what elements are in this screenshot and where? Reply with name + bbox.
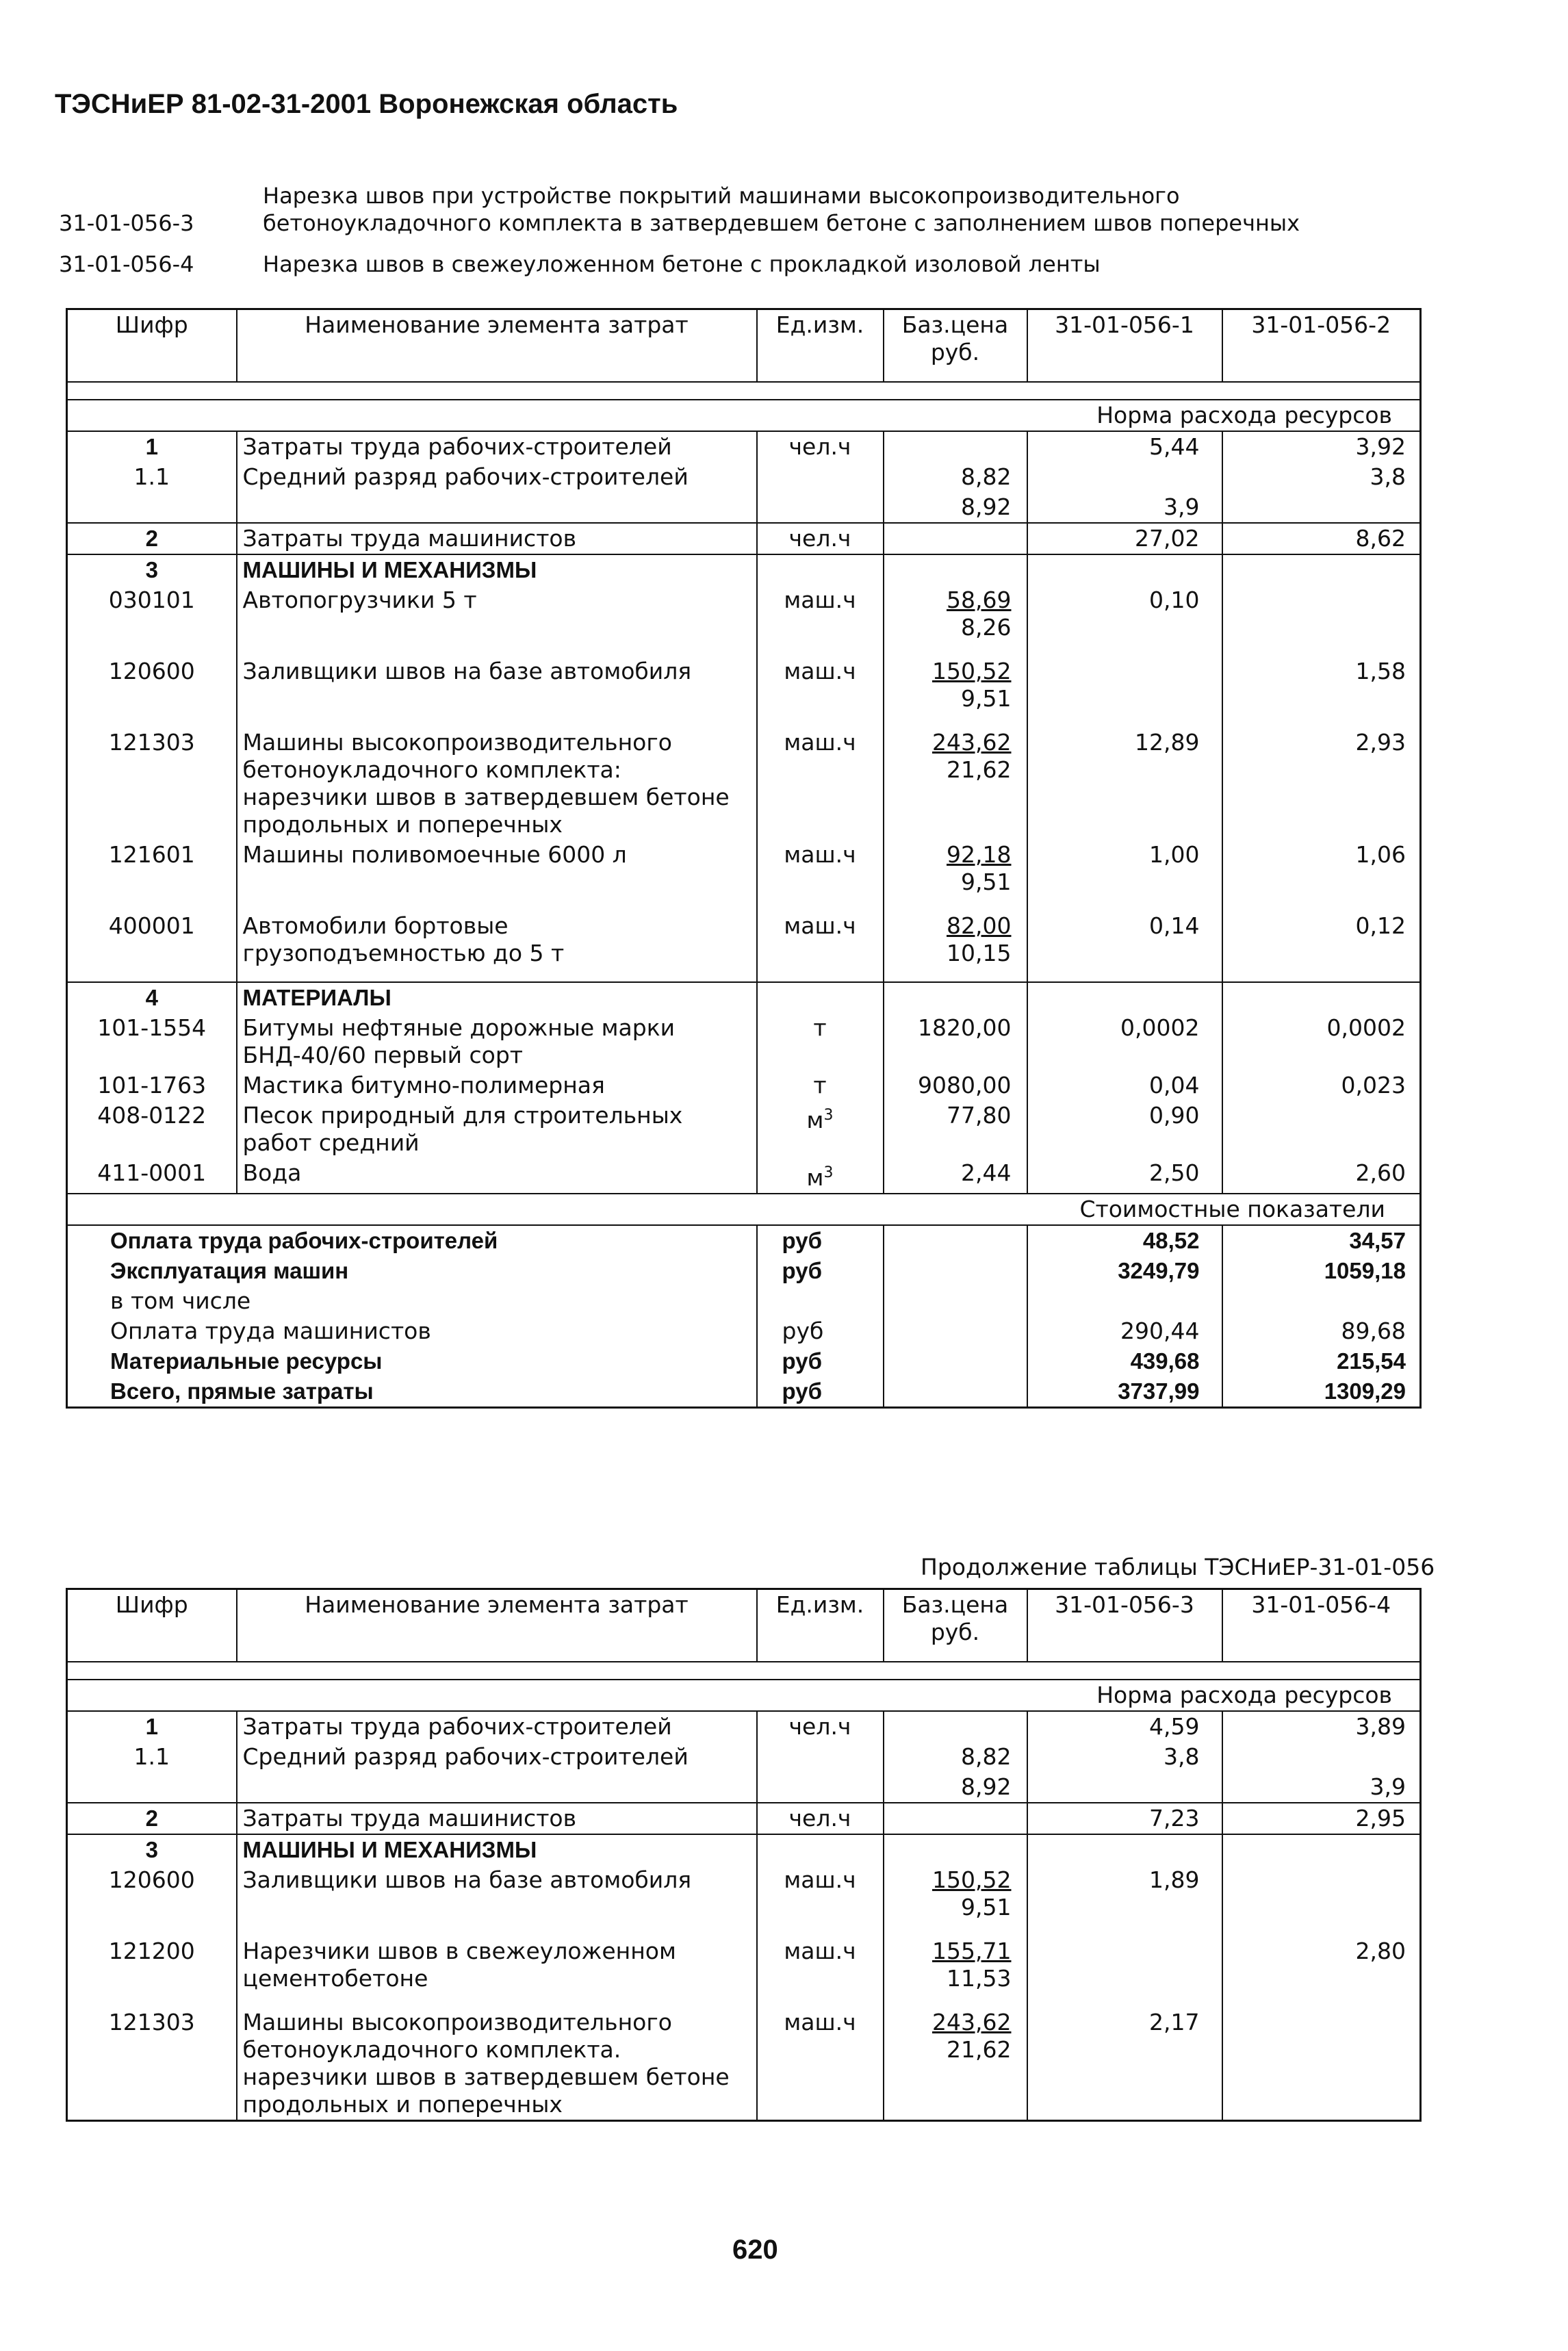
cell-norm-1 <box>1027 462 1222 492</box>
cell-price <box>884 523 1027 554</box>
cell-code <box>67 492 237 523</box>
cell-unit <box>757 585 884 656</box>
table-row <box>67 554 1421 585</box>
cell-code: 121200 <box>67 1936 237 2007</box>
cell-price <box>884 656 1027 728</box>
unit-text: чел.ч <box>788 433 851 460</box>
column-header: 31-01-056-4 <box>1222 1589 1421 1662</box>
unit-text: м <box>806 1164 824 1191</box>
price-value: 77,80 <box>947 1102 1012 1129</box>
cell-name: Затраты труда рабочих-строителей <box>237 1711 757 1742</box>
cost-value-2: 34,57 <box>1222 1225 1421 1256</box>
cell-norm-2: 2,60 <box>1222 1158 1421 1194</box>
cell-norm-2 <box>1222 554 1421 585</box>
cell-unit <box>757 1772 884 1803</box>
cell-price <box>884 2007 1027 2121</box>
cost-label: Оплата труда рабочих-строителей <box>67 1225 757 1256</box>
cell-norm-1: 27,02 <box>1027 523 1222 554</box>
unit-superscript: 3 <box>823 1107 834 1124</box>
cost-empty <box>884 1316 1027 1346</box>
cost-unit: руб <box>757 1256 884 1286</box>
cell-name: Средний разряд рабочих-строителей <box>237 1742 757 1772</box>
price-machinist-wage: 21,62 <box>947 2036 1012 2063</box>
column-header: Шифр <box>67 309 237 383</box>
cell-norm-2 <box>1222 1101 1421 1158</box>
table-header-row <box>67 1589 1421 1662</box>
cell-norm-2: 3,89 <box>1222 1711 1421 1742</box>
cost-label: в том числе <box>67 1286 757 1316</box>
cell-unit <box>757 462 884 492</box>
cost-value-1: 3249,79 <box>1027 1256 1222 1286</box>
table-row <box>67 840 1421 911</box>
price-machinist-wage: 21,62 <box>947 756 1012 783</box>
cell-norm-1 <box>1027 982 1222 1013</box>
cell-norm-1 <box>1027 1936 1222 2007</box>
cell-code: 411-0001 <box>67 1158 237 1194</box>
cell-code: 1 <box>67 431 237 462</box>
unit-text: т <box>813 1014 827 1041</box>
cell-norm-1: 5,44 <box>1027 431 1222 462</box>
cell-unit <box>757 492 884 523</box>
cell-name: Затраты труда машинистов <box>237 523 757 554</box>
price-value: 155,71 <box>932 1938 1012 1964</box>
price-value: 150,52 <box>932 658 1012 684</box>
cost-row <box>67 1225 1421 1256</box>
cell-name <box>237 492 757 523</box>
unit-text: маш.ч <box>784 1938 856 1964</box>
cell-unit <box>757 431 884 462</box>
cost-label: Всего, прямые затраты <box>67 1376 757 1408</box>
cell-norm-1: 7,23 <box>1027 1803 1222 1834</box>
table-row <box>67 982 1421 1013</box>
cell-norm-1: 0,04 <box>1027 1070 1222 1101</box>
column-header: Ед.изм. <box>757 309 884 383</box>
cell-unit <box>757 656 884 728</box>
price-machinist-wage: 9,51 <box>961 869 1012 895</box>
unit-text: чел.ч <box>788 1805 851 1832</box>
cost-row <box>67 1256 1421 1286</box>
cell-name: Заливщики швов на базе автомобиля <box>237 656 757 728</box>
cost-label: Эксплуатация машин <box>67 1256 757 1286</box>
table-row <box>67 1803 1421 1834</box>
subheader: Норма расхода ресурсов <box>67 1680 1421 1711</box>
column-header: Шифр <box>67 1589 237 1662</box>
cell-price <box>884 1865 1027 1936</box>
price-value: 9080,00 <box>918 1072 1012 1099</box>
cell-code: 1.1 <box>67 1742 237 1772</box>
cell-name: МАТЕРИАЛЫ <box>237 982 757 1013</box>
unit-text: чел.ч <box>788 525 851 552</box>
cell-unit <box>757 840 884 911</box>
header-gap-row <box>67 382 1421 400</box>
cell-code: 120600 <box>67 1865 237 1936</box>
table-row <box>67 1013 1421 1070</box>
cell-norm-2: 2,80 <box>1222 1936 1421 2007</box>
cost-header: Стоимостные показатели <box>67 1194 1421 1225</box>
cell-norm-2: 0,12 <box>1222 911 1421 982</box>
cost-empty <box>884 1225 1027 1256</box>
cell-code: 3 <box>67 1834 237 1865</box>
cell-norm-2: 1,06 <box>1222 840 1421 911</box>
cell-norm-2 <box>1222 982 1421 1013</box>
cell-norm-1: 0,14 <box>1027 911 1222 982</box>
price-value: 8,92 <box>961 493 1012 520</box>
cell-price <box>884 1803 1027 1834</box>
cell-norm-2 <box>1222 1865 1421 1936</box>
cell-price <box>884 1742 1027 1772</box>
cell-norm-1: 0,90 <box>1027 1101 1222 1158</box>
table-row <box>67 1070 1421 1101</box>
cell-unit <box>757 1936 884 2007</box>
subheader-row <box>67 400 1421 431</box>
cell-norm-2: 0,023 <box>1222 1070 1421 1101</box>
column-header: Ед.изм. <box>757 1589 884 1662</box>
price-value: 243,62 <box>932 729 1012 756</box>
page-title: ТЭСНиЕР 81-02-31-2001 Воронежская область <box>55 89 678 119</box>
cell-unit <box>757 1711 884 1742</box>
cell-norm-2: 1,58 <box>1222 656 1421 728</box>
cell-price <box>884 1936 1027 2007</box>
cell-norm-1: 3,8 <box>1027 1742 1222 1772</box>
cell-code: 400001 <box>67 911 237 982</box>
table-row <box>67 462 1421 492</box>
cell-norm-2: 3,9 <box>1222 1772 1421 1803</box>
cell-name: Заливщики швов на базе автомобиля <box>237 1865 757 1936</box>
cell-name: Битумы нефтяные дорожные марки БНД-40/60 первый сорт <box>237 1013 757 1070</box>
subheader-row <box>67 1680 1421 1711</box>
column-header: Баз.цена руб. <box>884 309 1027 383</box>
table-row <box>67 728 1421 840</box>
cell-name: Вода <box>237 1158 757 1194</box>
cell-name: Машины поливомоечные 6000 л <box>237 840 757 911</box>
cell-norm-2: 3,8 <box>1222 462 1421 492</box>
cell-code: 121303 <box>67 728 237 840</box>
cell-unit <box>757 1158 884 1194</box>
cell-unit <box>757 1013 884 1070</box>
gap-cell <box>67 1662 1421 1680</box>
unit-text: маш.ч <box>784 912 856 939</box>
cell-unit <box>757 911 884 982</box>
column-header: Наименование элемента затрат <box>237 1589 757 1662</box>
cell-code <box>67 1772 237 1803</box>
cell-price <box>884 1711 1027 1742</box>
cell-price <box>884 1070 1027 1101</box>
cell-norm-1: 3,9 <box>1027 492 1222 523</box>
cell-code: 101-1554 <box>67 1013 237 1070</box>
subheader: Норма расхода ресурсов <box>67 400 1421 431</box>
table-row <box>67 1742 1421 1772</box>
cell-code: 1 <box>67 1711 237 1742</box>
cell-code: 2 <box>67 523 237 554</box>
cell-norm-2 <box>1222 2007 1421 2121</box>
cell-price <box>884 1013 1027 1070</box>
table-row <box>67 585 1421 656</box>
intro-line-3: Нарезка швов в свежеуложенном бетоне с прокладкой изоловой ленты <box>263 251 1101 277</box>
table-header-row <box>67 309 1421 383</box>
price-value: 8,92 <box>961 1773 1012 1800</box>
table-row <box>67 1772 1421 1803</box>
price-machinist-wage: 9,51 <box>961 685 1012 712</box>
cost-label: Оплата труда машинистов <box>67 1316 757 1346</box>
cost-row <box>67 1316 1421 1346</box>
cell-unit <box>757 1101 884 1158</box>
cell-price <box>884 585 1027 656</box>
cost-value-1: 290,44 <box>1027 1316 1222 1346</box>
cell-norm-1 <box>1027 1834 1222 1865</box>
cell-code: 408-0122 <box>67 1101 237 1158</box>
cell-price <box>884 982 1027 1013</box>
cell-norm-1: 1,89 <box>1027 1865 1222 1936</box>
cell-code: 1.1 <box>67 462 237 492</box>
table-row <box>67 1158 1421 1194</box>
cell-name: Затраты труда рабочих-строителей <box>237 431 757 462</box>
cost-value-2: 89,68 <box>1222 1316 1421 1346</box>
table-row <box>67 523 1421 554</box>
unit-text: м <box>806 1107 824 1133</box>
cell-norm-1: 4,59 <box>1027 1711 1222 1742</box>
gap-cell <box>67 382 1421 400</box>
cell-price <box>884 1158 1027 1194</box>
cell-norm-1: 1,00 <box>1027 840 1222 911</box>
cost-empty <box>884 1256 1027 1286</box>
cell-name <box>237 1772 757 1803</box>
cost-unit: руб <box>757 1225 884 1256</box>
unit-text: маш.ч <box>784 587 856 613</box>
cell-norm-1 <box>1027 1772 1222 1803</box>
column-header: 31-01-056-1 <box>1027 309 1222 383</box>
price-value: 1820,00 <box>918 1014 1012 1041</box>
cell-name: Нарезчики швов в свежеуложенном цементобетоне <box>237 1936 757 2007</box>
cell-unit <box>757 1803 884 1834</box>
unit-superscript: 3 <box>823 1164 834 1181</box>
cell-unit <box>757 554 884 585</box>
cost-value-1: 439,68 <box>1027 1346 1222 1376</box>
cost-unit: руб <box>757 1346 884 1376</box>
cost-unit <box>757 1286 884 1316</box>
table-row <box>67 431 1421 462</box>
cell-norm-2 <box>1222 492 1421 523</box>
table-row <box>67 2007 1421 2121</box>
cell-code: 121601 <box>67 840 237 911</box>
cell-code: 101-1763 <box>67 1070 237 1101</box>
cell-norm-1: 0,0002 <box>1027 1013 1222 1070</box>
column-header: Баз.цена руб. <box>884 1589 1027 1662</box>
cell-name: Затраты труда машинистов <box>237 1803 757 1834</box>
cost-row <box>67 1286 1421 1316</box>
cell-name: МАШИНЫ И МЕХАНИЗМЫ <box>237 554 757 585</box>
cell-unit <box>757 982 884 1013</box>
price-value: 2,44 <box>961 1159 1012 1186</box>
cost-value-2: 1059,18 <box>1222 1256 1421 1286</box>
cell-price <box>884 431 1027 462</box>
cost-row <box>67 1376 1421 1408</box>
cell-name: Мастика битумно-полимерная <box>237 1070 757 1101</box>
unit-text: т <box>813 1072 827 1099</box>
cost-value-2 <box>1222 1286 1421 1316</box>
price-value: 8,82 <box>961 463 1012 490</box>
cell-price <box>884 554 1027 585</box>
cell-name: Песок природный для строительных работ средний <box>237 1101 757 1158</box>
cell-price <box>884 911 1027 982</box>
cell-norm-2 <box>1222 1742 1421 1772</box>
table-row <box>67 492 1421 523</box>
table-row <box>67 911 1421 982</box>
price-machinist-wage: 10,15 <box>947 940 1012 966</box>
unit-text: маш.ч <box>784 2009 856 2035</box>
cell-code: 120600 <box>67 656 237 728</box>
price-value: 82,00 <box>947 912 1012 939</box>
cell-unit <box>757 728 884 840</box>
cost-value-2: 215,54 <box>1222 1346 1421 1376</box>
cell-code: 4 <box>67 982 237 1013</box>
intro-code-3: 31-01-056-4 <box>59 251 194 277</box>
cell-name: Средний разряд рабочих-строителей <box>237 462 757 492</box>
cell-unit <box>757 523 884 554</box>
price-value: 8,82 <box>961 1743 1012 1770</box>
cost-empty <box>884 1346 1027 1376</box>
table-row <box>67 1101 1421 1158</box>
unit-text: маш.ч <box>784 658 856 684</box>
cell-norm-1: 2,50 <box>1027 1158 1222 1194</box>
cell-price <box>884 492 1027 523</box>
cell-norm-2 <box>1222 1834 1421 1865</box>
cell-name: МАШИНЫ И МЕХАНИЗМЫ <box>237 1834 757 1865</box>
cell-code: 3 <box>67 554 237 585</box>
cost-empty <box>884 1286 1027 1316</box>
table-row <box>67 1936 1421 2007</box>
cell-norm-1: 12,89 <box>1027 728 1222 840</box>
cost-value-1 <box>1027 1286 1222 1316</box>
column-header: 31-01-056-2 <box>1222 309 1421 383</box>
price-machinist-wage: 9,51 <box>961 1894 1012 1920</box>
cost-empty <box>884 1376 1027 1408</box>
cell-unit <box>757 1834 884 1865</box>
cell-unit <box>757 1070 884 1101</box>
intro-line-2: бетоноукладочного комплекта в затвердевшем бетоне с заполнением швов поперечных <box>263 210 1300 236</box>
cell-price <box>884 1772 1027 1803</box>
column-header: Наименование элемента затрат <box>237 309 757 383</box>
cost-header-row <box>67 1194 1421 1225</box>
cell-name: Машины высокопроизводительного бетоноукладочного комплекта. нарезчики швов в затвердевшем бетоне продольных и поперечных <box>237 2007 757 2121</box>
unit-text: маш.ч <box>784 841 856 868</box>
cell-unit <box>757 1742 884 1772</box>
intro-line-1: Нарезка швов при устройстве покрытий машинами высокопроизводительного <box>263 183 1180 209</box>
unit-text: маш.ч <box>784 1866 856 1893</box>
unit-text: чел.ч <box>788 1713 851 1740</box>
cell-code: 2 <box>67 1803 237 1834</box>
norm-table-1 <box>66 308 1422 1409</box>
price-machinist-wage: 11,53 <box>947 1965 1012 1992</box>
table-row <box>67 1834 1421 1865</box>
cell-norm-2: 2,93 <box>1222 728 1421 840</box>
norm-table-2 <box>66 1588 1422 2122</box>
cell-norm-1: 2,17 <box>1027 2007 1222 2121</box>
cell-norm-2: 2,95 <box>1222 1803 1421 1834</box>
cell-price <box>884 840 1027 911</box>
cell-price <box>884 1101 1027 1158</box>
cell-price <box>884 728 1027 840</box>
cell-price <box>884 1834 1027 1865</box>
table-row <box>67 1865 1421 1936</box>
unit-text: маш.ч <box>784 729 856 756</box>
cell-name: Автомобили бортовые грузоподъемностью до 5 т <box>237 911 757 982</box>
price-value: 92,18 <box>947 841 1012 868</box>
intro-code-2: 31-01-056-3 <box>59 210 194 236</box>
cost-value-1: 3737,99 <box>1027 1376 1222 1408</box>
cell-code: 030101 <box>67 585 237 656</box>
cell-name: Автопогрузчики 5 т <box>237 585 757 656</box>
price-value: 58,69 <box>947 587 1012 613</box>
cell-norm-1: 0,10 <box>1027 585 1222 656</box>
cell-name: Машины высокопроизводительного бетоноукладочного комплекта: нарезчики швов в затвердевшем бетоне продольных и поперечных <box>237 728 757 840</box>
cell-norm-2: 8,62 <box>1222 523 1421 554</box>
cell-norm-2 <box>1222 585 1421 656</box>
cell-price <box>884 462 1027 492</box>
cell-unit <box>757 2007 884 2121</box>
price-value: 243,62 <box>932 2009 1012 2035</box>
cell-norm-1 <box>1027 656 1222 728</box>
intro-block <box>59 181 1393 291</box>
table-row <box>67 656 1421 728</box>
cost-value-1: 48,52 <box>1027 1225 1222 1256</box>
cost-value-2: 1309,29 <box>1222 1376 1421 1408</box>
cost-label: Материальные ресурсы <box>67 1346 757 1376</box>
cell-norm-2: 3,92 <box>1222 431 1421 462</box>
cost-unit: руб <box>757 1376 884 1408</box>
cost-unit: руб <box>757 1316 884 1346</box>
cost-row <box>67 1346 1421 1376</box>
cell-norm-1 <box>1027 554 1222 585</box>
price-value: 150,52 <box>932 1866 1012 1893</box>
price-machinist-wage: 8,26 <box>961 614 1012 641</box>
table-row <box>67 1711 1421 1742</box>
cell-code: 121303 <box>67 2007 237 2121</box>
continuation-note: Продолжение таблицы ТЭСНиЕР-31-01-056 <box>921 1554 1435 1580</box>
header-gap-row <box>67 1662 1421 1680</box>
column-header: 31-01-056-3 <box>1027 1589 1222 1662</box>
page-number: 620 <box>732 2235 778 2265</box>
cell-norm-2: 0,0002 <box>1222 1013 1421 1070</box>
cell-unit <box>757 1865 884 1936</box>
